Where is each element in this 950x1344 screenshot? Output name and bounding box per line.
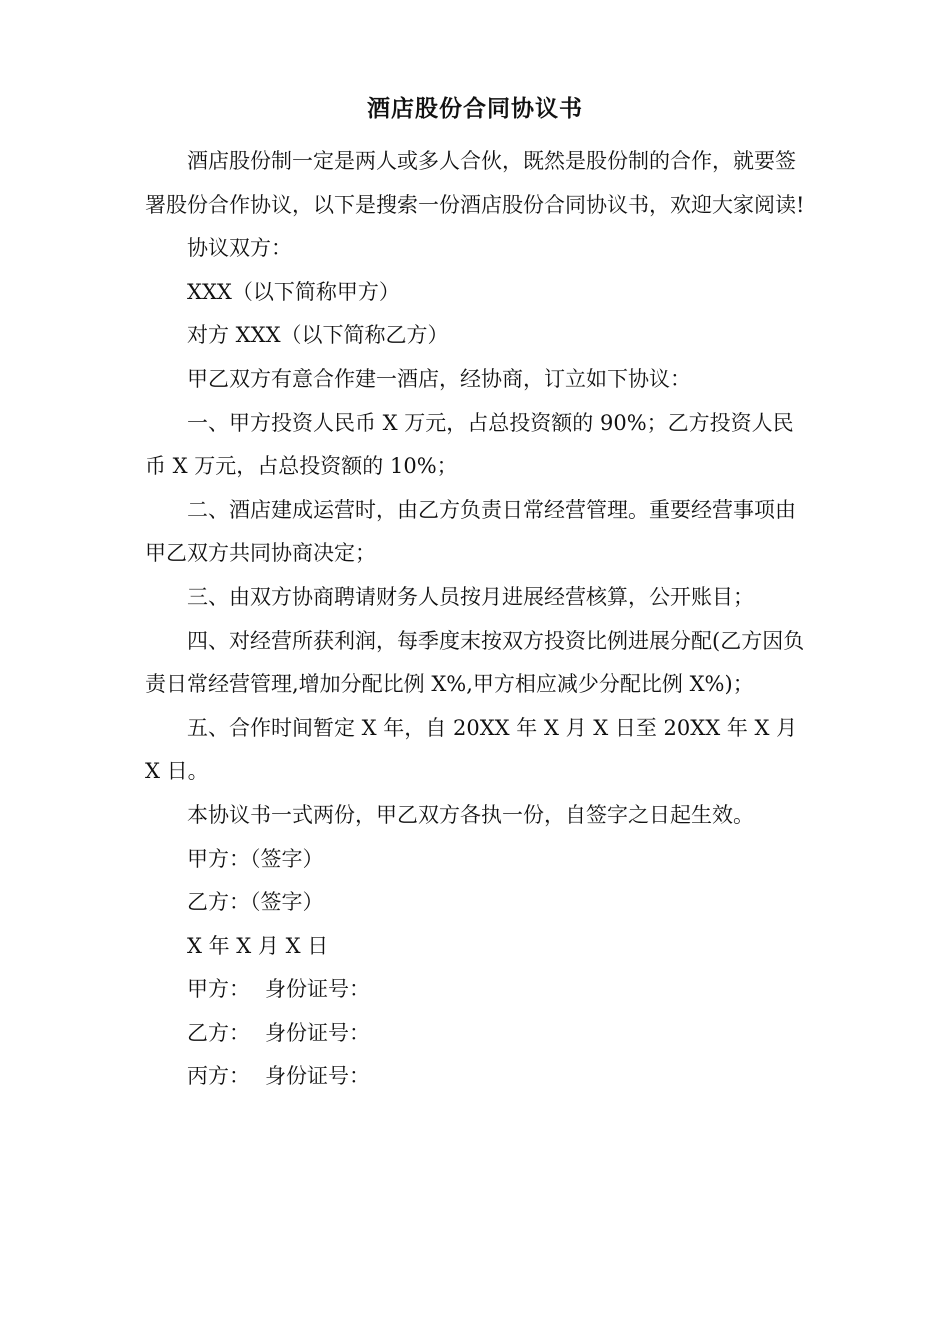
id-line-party-b bbox=[145, 1012, 810, 1056]
id-number-label: 身份证号： bbox=[265, 1020, 370, 1045]
id-line-party-a bbox=[145, 968, 810, 1012]
clause-3: 三、由双方协商聘请财务人员按月进展经营核算，公开账目； bbox=[187, 584, 754, 609]
clause-5: 五、合作时间暂定 X 年，自 20XX 年 X 月 X 日至 20XX 年 X 月 X 日。 bbox=[145, 715, 798, 784]
effective-clause: 本协议书一式两份，甲乙双方各执一份，自签字之日起生效。 bbox=[187, 802, 754, 827]
agreement-intro: 甲乙双方有意合作建一酒店，经协商，订立如下协议： bbox=[187, 366, 691, 391]
signature-party-a: 甲方：（签字） bbox=[187, 846, 324, 871]
document-body bbox=[145, 140, 810, 1099]
id-party-label: 乙方： bbox=[187, 1020, 250, 1045]
id-number-label: 身份证号： bbox=[265, 977, 370, 1002]
parties-heading: 协议双方： bbox=[187, 236, 292, 261]
clause-4: 四、对经营所获利润，每季度末按双方投资比例进展分配(乙方因负责日常经营管理,增加分配比例 X%,甲方相应减少分配比例 X%)； bbox=[145, 628, 805, 697]
id-number-label: 身份证号： bbox=[265, 1064, 370, 1089]
document-title: 酒店股份合同协议书 bbox=[367, 95, 583, 122]
id-party-label: 甲方： bbox=[187, 977, 250, 1002]
signature-party-b: 乙方：（签字） bbox=[187, 890, 324, 915]
clause-2: 二、酒店建成运营时，由乙方负责日常经营管理。重要经营事项由甲乙双方共同协商决定； bbox=[145, 497, 796, 566]
clause-1: 一、甲方投资人民币 X 万元，占总投资额的 90%；乙方投资人民币 X 万元，占总投资额的 10%； bbox=[145, 410, 794, 479]
signature-date: X 年 X 月 X 日 bbox=[187, 933, 329, 958]
party-a-line: XXX（以下简称甲方） bbox=[187, 279, 400, 304]
id-line-party-c bbox=[145, 1055, 810, 1099]
party-b-line: 对方 XXX（以下简称乙方） bbox=[187, 323, 449, 348]
intro-paragraph: 酒店股份制一定是两人或多人合伙，既然是股份制的合作，就要签署股份合作协议，以下是搜索一份酒店股份合同协议书，欢迎大家阅读! bbox=[145, 149, 805, 217]
id-party-label: 丙方： bbox=[187, 1064, 250, 1089]
